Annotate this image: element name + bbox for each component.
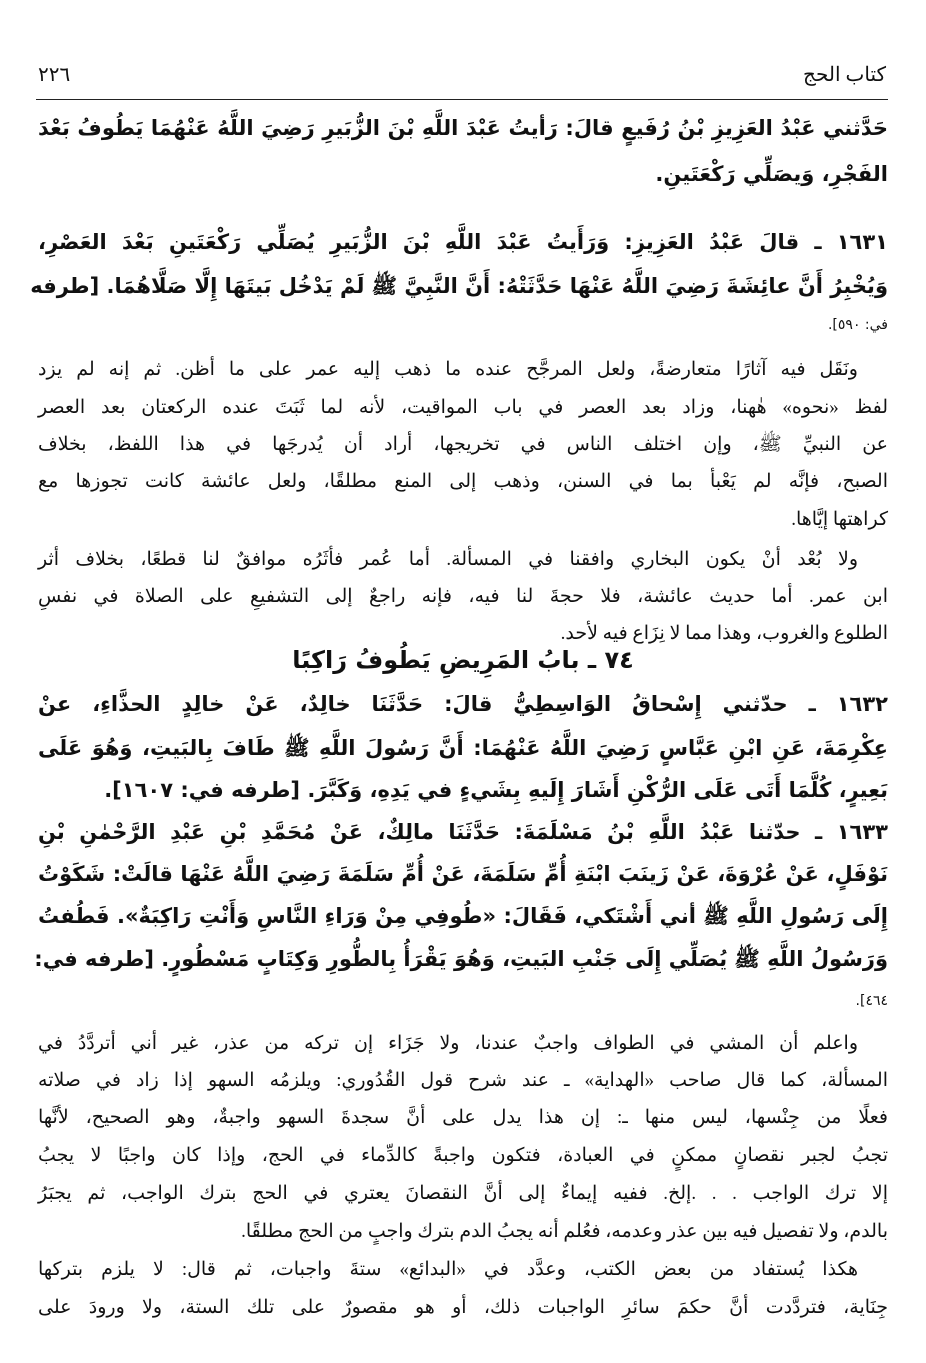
- commentary-line: ولا بُعْد أنْ يكون البخاري وافقنا في المسألة. أما عُمر فأثَرُه موافقٌ لنا قطعًا، بخلاف أثر: [38, 549, 858, 570]
- hadith-line: وَرَسُولُ اللَّهِ ﷺ يُصَلِّي إِلَى جَنْبِ البَيتِ، وَهُوَ يَقْرَأُ بِالطُّورِ وَكِتَابٍ مَسْطُورٍ. [طرفه في:: [34, 947, 888, 971]
- commentary-line: ونَقَل فيه آثارًا متعارضةً، ولعل المرجَّح عنده ما ذهب إليه عمر على ما أظن. ثم إنه لم يزد: [38, 359, 858, 380]
- hadith-line: إِلَى رَسُولِ اللَّهِ ﷺ أني أَشْتَكي، فَقَالَ: «طُوفِي مِنْ وَرَاءِ النَّاسِ وَأَنْتِ رَاكِبَةٌ». فَطُفتُ: [38, 904, 888, 928]
- commentary-line: لفظ «نحوه» هٰهنا، وزاد بعد العصر في باب المواقيت، لأنه لما ثَبَتَ عنده الركعتان بعد العصر: [38, 397, 888, 418]
- commentary-line: إلا ترك الواجب . . .إلخ. ففيه إيماءٌ إلى أنَّ النقصانَ يعتري في الحج بترك الواجب، ثم يجبَرُ: [38, 1183, 888, 1204]
- commentary-line: هكذا يُستفاد من بعض الكتب، وعدَّد في «البدائع» ستةَ واجبات، ثم قال: لا يلزم بتركها: [38, 1259, 858, 1280]
- page-number: ٢٢٦: [38, 64, 71, 86]
- hadith-line: عِكْرِمَةَ، عَنِ ابْنِ عَبَّاسٍ رَضِيَ اللَّهُ عَنْهُمَا: أَنَّ رَسُولَ اللَّهِ ﷺ طَافَ بِالبَيتِ، وَهُوَ عَلَى: [38, 736, 888, 760]
- commentary-line: الصبح، فإنَّه لم يَعْبأ بما في السنن، وذهب إلى المنع مطلقًا، ولعل عائشة كانت تجوزها مع: [38, 471, 888, 492]
- commentary-line: بالدم، ولا تفصيل فيه بين عذر وعدمه، فعُلم أنه يجبُ الدم بترك واجبٍ من الحج مطلقًا.: [241, 1221, 888, 1242]
- hadith-line: الفَجْرِ، وَيصَلِّي رَكْعَتَينِ.: [655, 162, 888, 186]
- hadith-reference: في: ٥٩٠].: [827, 317, 888, 333]
- commentary-line: فعلًا من جِنْسها، ليس منها ـ: إن هذا يدل على أنَّ سجدةَ السهو واجبةٌ، وهو الصحيح، لأنَّها: [38, 1107, 888, 1128]
- commentary-line: واعلم أن المشي في الطواف واجبٌ عندنا، ولا جَزَاء إن تركه من عذر، غير أني أتردَّدُ في: [38, 1033, 858, 1054]
- hadith-line: بَعِيرٍ، كُلَّمَا أَتَى عَلَى الرُّكْنِ أَشَارَ إِلَيهِ بِشَيءٍ في يَدِهِ، وَكَبَّرَ. [طرفه في: ١٦٠٧].: [104, 778, 888, 802]
- commentary-line: عن النبيِّ ﷺ، وإن اختلف الناس في تخريجها، أراد أن يُدرجَها في هذا اللفظ، بخلاف: [38, 434, 888, 455]
- commentary-line: تجبُ لجبر نقصانٍ ممكنٍ في العبادة، فتكون واجبةً كالدِّماء في الحج، وإذا كان واجبًا لا يجبُ: [38, 1145, 888, 1166]
- commentary-line: جِنَاية، فتردَّدت أنَّ حكمَ سائرِ الواجبات ذلك، أو هو مقصورٌ على تلك الستة، ولا ورودَ على: [38, 1297, 888, 1318]
- commentary-line: كراهتها إيَّاها.: [791, 509, 888, 530]
- hadith-line: ١٦٣٣ ـ حدّثنا عَبْدُ اللَّهِ بْنُ مَسْلَمَةَ: حَدَّثَنَا مالِكٌ، عَنْ مُحَمَّدِ بْنِ عَبْدِ الرَّحْمٰنِ بْنِ: [38, 820, 888, 844]
- commentary-line: الطلوع والغروب، وهذا مما لا نِزَاع فيه لأحد.: [560, 623, 888, 644]
- commentary-line: المسألة، كما قال صاحب «الهداية» ـ عند شرح قول القُدُوري: ويلزمُه السهو إذا زاد في صلاته: [38, 1070, 888, 1091]
- hadith-line: ١٦٣١ ـ قالَ عَبْدُ العَزِيزِ: وَرَأَيتُ عَبْدَ اللَّهِ بْنَ الزُّبَيرِ يُصَلِّي رَكْعَتَينِ بَعْدَ العَصْرِ،: [38, 230, 888, 254]
- hadith-line: حَدَّثني عَبْدُ العَزِيزِ بْنُ رُفَيعٍ قالَ: رَأيتُ عَبْدَ اللَّهِ بْنَ الزُّبَيرِ رَضِيَ اللَّهُ عَنْهُمَا يَطُوفُ بَعْدَ: [38, 116, 888, 140]
- chapter-heading: ٧٤ ـ بابُ المَرِيضِ يَطُوفُ رَاكِبًا: [292, 646, 634, 674]
- hadith-reference: ٤٦٤].: [855, 993, 888, 1009]
- commentary-line: ابن عمر. أما حديث عائشة، فلا حجةَ لنا فيه، فإنه راجعٌ إلى التشفيعِ على الصلاة في نفسِ: [38, 586, 888, 607]
- hadith-line: ١٦٣٢ ـ حدّثني إِسْحاقُ الوَاسِطِيُّ قالَ: حَدَّثَنَا خالِدٌ، عَنْ خالِدٍ الحذَّاءِ، عنْ: [38, 692, 888, 716]
- running-title: كتاب الحج: [803, 64, 886, 86]
- header-rule: [36, 99, 888, 100]
- hadith-line: نَوْفَلٍ، عَنْ عُرْوَةَ، عَنْ زَينَبَ ابْنَةِ أُمِّ سَلَمَةَ، عَنْ أُمِّ سَلَمَةَ رَضِيَ اللَّهُ عَنْهَا قالَتْ: شَكَوْتُ: [38, 862, 888, 886]
- hadith-line: وَيُخْبِرُ أَنَّ عائِشَةَ رَضِيَ اللَّهُ عَنْهَا حَدَّثَتْهُ: أَنَّ النَّبِيَّ ﷺ لَمْ يَدْخُل بَيتَهَا إِلَّا صَلَّاهُمَا. [طرفه: [30, 274, 888, 298]
